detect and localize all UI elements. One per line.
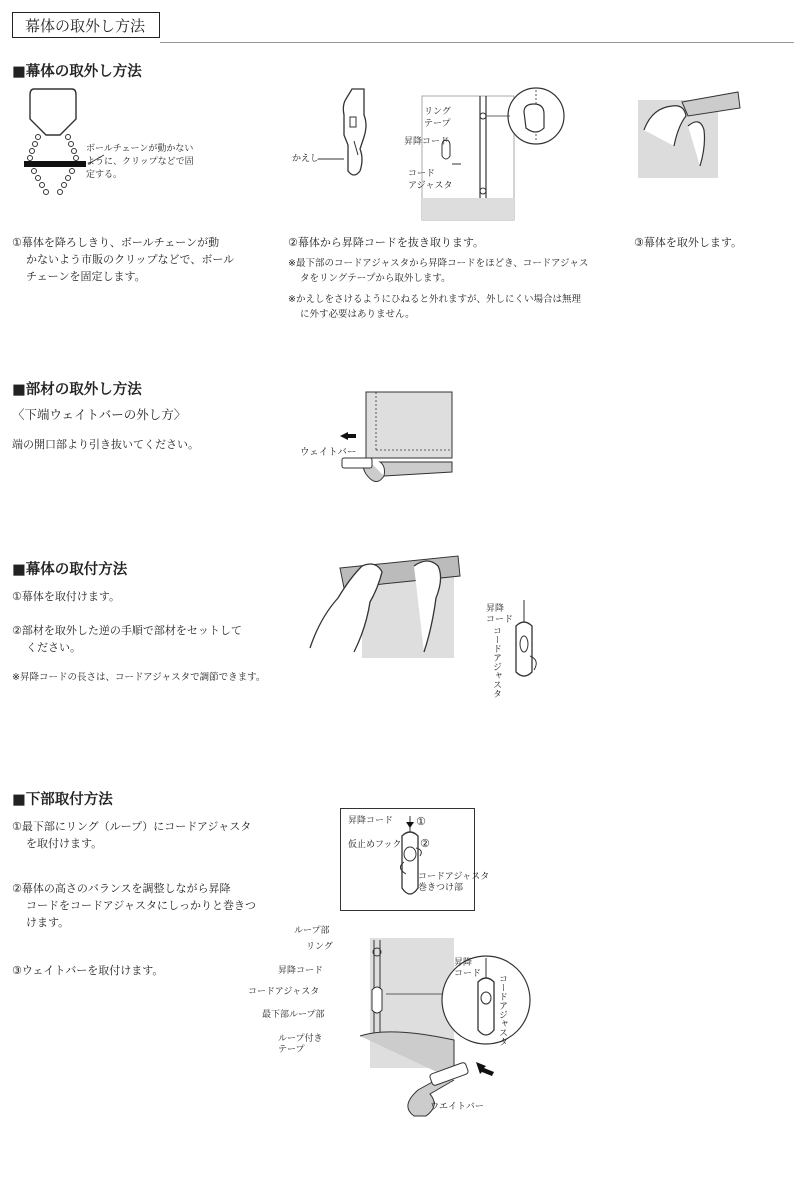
- tape-label-line2: テープ: [278, 1045, 305, 1055]
- removal-heading: ■幕体の取外し方法: [12, 64, 142, 80]
- fig1-label-line3: 定する。: [86, 170, 123, 180]
- removal-step2-note1: [288, 256, 588, 286]
- adjuster-label-line1: コード: [408, 169, 436, 179]
- bottom-adjuster-label: コードアジャスタ: [248, 987, 320, 997]
- removal-step2-note2-line1: ※かえしをさけるようにひねると外れますが、外しにくい場合は無理: [288, 294, 581, 305]
- removal-step2-note1-line1: ※最下部のコードアジャスタから昇降コードをほどき、コードアジャス: [288, 258, 589, 269]
- bottom-loop-label: 最下部ループ部: [262, 1010, 325, 1020]
- fig-install-fabric: [310, 548, 470, 658]
- removal-step2-note2: [288, 292, 581, 322]
- removal-step1: [12, 234, 234, 285]
- bottom-step1-line2: を取付けます。: [26, 837, 103, 850]
- fig1-label-line2: ように、クリップなどで固: [86, 157, 194, 167]
- fig-remove-fabric: [634, 86, 744, 178]
- ring-tape-label: [424, 106, 451, 130]
- zoom-cord-label-line2: コード: [454, 969, 482, 979]
- removal-step2-note2-line2: に外す必要はありません。: [300, 309, 415, 320]
- loop-label: ループ部: [294, 926, 330, 936]
- removal-step3: ③幕体を取外します。: [634, 236, 742, 249]
- removal-step2: ②幕体から昇降コードを抜き取ります。: [288, 236, 484, 249]
- removal-step1-line2: かないよう市販のクリップなどで、ボール: [26, 253, 235, 266]
- box-hook-label: 仮止めフック: [348, 840, 402, 850]
- removal-step1-line1: ①幕体を降ろしきり、ボールチェーンが動: [12, 236, 220, 249]
- parts-subheading: 〈下端ウェイトバーの外し方〉: [12, 407, 187, 422]
- fig1-label-line1: ボールチェーンが動かない: [86, 144, 194, 154]
- ring-tape-label-line2: テープ: [424, 119, 451, 129]
- bottom-step1: [12, 818, 251, 852]
- ring-label: リング: [306, 942, 333, 952]
- install-step2-line1: ②部材を取外した逆の手順で部材をセットして: [12, 624, 242, 637]
- zoom-cord-label: [454, 958, 481, 980]
- title-rule: [160, 42, 794, 43]
- bottom-step3: ③ウェイトバーを取付けます。: [12, 964, 164, 977]
- install-heading: ■幕体の取付方法: [12, 562, 128, 578]
- zoom-cord-label-line1: 昇降: [454, 958, 473, 968]
- install-adjuster-label: コードアジャスタ: [491, 626, 501, 698]
- bottom-step2-line2: コードをコードアジャスタにしっかりと巻きつ: [26, 899, 257, 912]
- tape-label-line1: ループ付き: [278, 1034, 323, 1044]
- install-cord-label: [486, 604, 513, 626]
- adjuster-label-line2: アジャスタ: [408, 181, 453, 191]
- box-num1: ①: [416, 815, 426, 828]
- box-cord-label: 昇降コード: [348, 816, 394, 826]
- parts-heading: ■部材の取外し方法: [12, 382, 142, 398]
- kaeshi-leader: [318, 150, 348, 162]
- bottom-weight-bar-label: ウエイトバー: [430, 1102, 484, 1112]
- removal-step2-note1-line2: タをリングテープから取外します。: [300, 273, 451, 284]
- bottom-step2-line3: けます。: [26, 916, 70, 929]
- box-num2: ②: [420, 837, 430, 850]
- fig1-label: [86, 143, 194, 182]
- page-title: 幕体の取外し方法: [12, 12, 160, 38]
- box-wind-label-line2: 巻きつけ部: [418, 883, 464, 893]
- install-step2: [12, 622, 242, 656]
- bottom-step1-line1: ①最下部にリング（ループ）にコードアジャスタ: [12, 820, 252, 833]
- adjuster-label: [408, 168, 452, 192]
- ring-tape-label-line1: リング: [424, 107, 451, 117]
- bottom-heading: ■下部取付方法: [12, 792, 113, 808]
- parts-text: 端の開口部より引き抜いてください。: [12, 438, 199, 451]
- cord-label: 昇降コード: [404, 137, 450, 147]
- removal-step1-line3: チェーンを固定します。: [26, 270, 146, 283]
- fig-hook-kaeshi: [330, 85, 380, 185]
- install-cord-label-line1: 昇降: [486, 604, 505, 614]
- weight-bar-label: ウェイトバー: [300, 447, 357, 458]
- fig-weight-bar-removal: [336, 390, 456, 490]
- kaeshi-label: かえし: [292, 154, 320, 164]
- tape-label: [278, 1034, 323, 1056]
- box-wind-label-line1: コードアジャスタ: [418, 872, 490, 882]
- install-note: ※昇降コードの長さは、コードアジャスタで調節できます。: [12, 672, 266, 683]
- bottom-cord-label: 昇降コード: [278, 966, 324, 976]
- install-step2-line2: ください。: [26, 641, 81, 654]
- bottom-step2-line1: ②幕体の高さのバランスを調整しながら昇降: [12, 882, 231, 895]
- bottom-step2: [12, 880, 256, 931]
- install-step1: ①幕体を取付けます。: [12, 590, 120, 603]
- zoom-adjuster-label: コードアジャスタ: [497, 974, 507, 1046]
- install-cord-label-line2: コード: [486, 615, 514, 625]
- box-wind-label: [418, 872, 489, 894]
